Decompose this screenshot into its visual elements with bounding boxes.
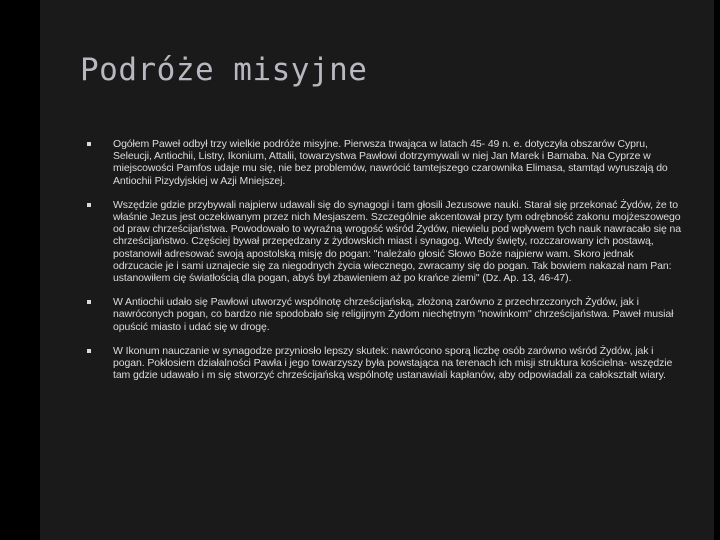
bullet-text: W Antiochii udało się Pawłowi utworzyć wspólnotę chrześcijańską, złożoną zarówno z przechrzczonych Żydów, jak i nawróconych pogan, co bardzo nie spodobało się religijnym Żydom niechętnym "nowinkom" chrześcijaństwa. Paweł musiał opuścić miasto i udać się w drogę.: [113, 296, 674, 333]
bullet-text: Wszędzie gdzie przybywali najpierw udawali się do synagogi i tam głosili Jezusowe nauki. Starał się przekonać Żydów, że to właśnie Jezus jest oczekiwanym przez nich Mesjaszem. Szczególnie akcentował przy tym odrębność zakonu mojżeszowego od praw chrześcijaństwa. Powodowało to wyraźną wrogość wśród Żydów, niewielu pod wpływem tych nauk nawracało się na chrześcijaństwo. Częściej bywał przepędzany z żydowskich miast i synagog. Wtedy święty, rozczarowany ich postawą, postanowił adresować swoją apostolską misję do pogan: "należało głosić Słowo Boże najpierw wam. Skoro jednak odrzucacie je i sami uznajecie się za niegodnych życia wiecznego, zwracamy się do pogan. Tak bowiem nakazał nam Pan: ustanowiłem cię światłością dla pogan, abyś był zbawieniem aż po krańce ziemi" (Dz. Ap. 13, 46-47).: [113, 198, 682, 285]
title-accent-bar-large: [20, 56, 29, 82]
square-bullet-icon: [87, 203, 91, 207]
bullet-list: [86, 138, 682, 381]
square-bullet-icon: [87, 349, 91, 353]
bullet-item-2: [86, 199, 682, 284]
bullet-text: W Ikonum nauczanie w synagodze przyniosło lepszy skutek: nawrócono sporą liczbę osób zarówno wśród Żydów, jak i pogan. Pokłosiem działalności Pawła i jego towarzyszy była powstająca na terenach ich misji struktura kościelna- wszędzie tam gdzie udawało i m się stworzyć chrześcijańską wspólnotę ustanawiali kapłanów, aby odpowiadali za całokształt wiary.: [113, 344, 673, 382]
bullet-item-4: [86, 345, 682, 382]
bullet-item-1: [86, 138, 682, 187]
square-bullet-icon: [87, 300, 91, 304]
bullet-text: Ogółem Paweł odbył trzy wielkie podróże misyjne. Pierwsza trwająca w latach 45- 49 n. e. dotyczyła obszarów Cypru, Seleucji, Antiochii, Listry, Ikonium, Attalii, towarzystwa Pawłowi dotrzymywali w niej Jan Marek i Barnaba. Na Cyprze w miejscowości Pamfos udaje mu się, nie bez problemów, nawrócić tamtejszego czarownika Elimasa, stamtąd wyruszają do Antiochii Pizydyjskiej w Azji Mniejszej.: [113, 138, 668, 187]
square-bullet-icon: [87, 142, 91, 146]
bullet-item-3: [86, 296, 682, 333]
title-accent-bar-small: [35, 56, 39, 82]
slide-title: Podróże misyjne: [80, 52, 368, 88]
